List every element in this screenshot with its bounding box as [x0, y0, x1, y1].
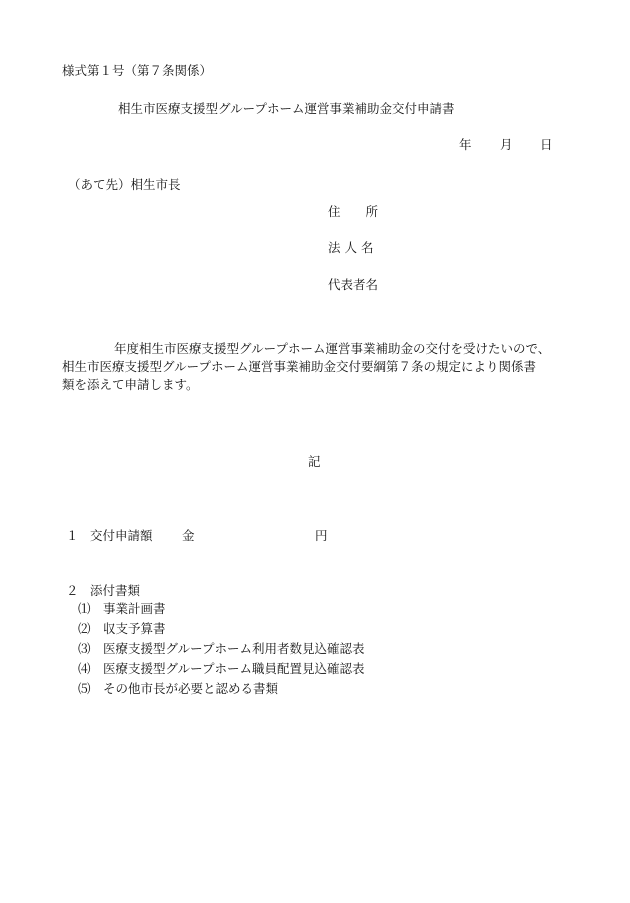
- attachment-item: ⑵ 収支予算書: [78, 621, 166, 636]
- amount-yen-label: 円: [315, 528, 328, 543]
- requested-amount-label: 交付申請額: [90, 528, 153, 543]
- attachment-item: ⑶ 医療支援型グループホーム利用者数見込確認表: [78, 641, 365, 656]
- body-line: 相生市医療支援型グループホーム運営事業補助金交付要綱第７条の規定により関係書: [62, 359, 537, 374]
- address-label: 住 所: [328, 204, 379, 219]
- date-month-label: 月: [500, 137, 513, 152]
- document-title: 相生市医療支援型グループホーム運営事業補助金交付申請書: [118, 101, 455, 116]
- attachment-item: ⑸ その他市長が必要と認める書類: [78, 681, 279, 696]
- item1-number: １: [66, 528, 79, 543]
- form-number: 様式第１号（第７条関係）: [62, 63, 213, 78]
- ki-heading: 記: [308, 454, 321, 469]
- date-day-label: 日: [540, 137, 553, 152]
- corporation-name-label: 法 人 名: [328, 240, 374, 255]
- attachment-item: ⑴ 事業計画書: [78, 601, 166, 616]
- attachment-item: ⑷ 医療支援型グループホーム職員配置見込確認表: [78, 661, 365, 676]
- addressee: （あて先）相生市長: [68, 177, 181, 192]
- amount-kin-label: 金: [182, 528, 195, 543]
- date-year-label: 年: [459, 137, 472, 152]
- attachments-label: 添付書類: [90, 583, 141, 598]
- body-line: 年度相生市医療支援型グループホーム運営事業補助金の交付を受けたいので、: [114, 341, 551, 356]
- application-body: [62, 340, 580, 394]
- item2-number: ２: [66, 583, 79, 598]
- representative-name-label: 代表者名: [328, 277, 379, 292]
- body-line: 類を添えて申請します。: [62, 377, 199, 392]
